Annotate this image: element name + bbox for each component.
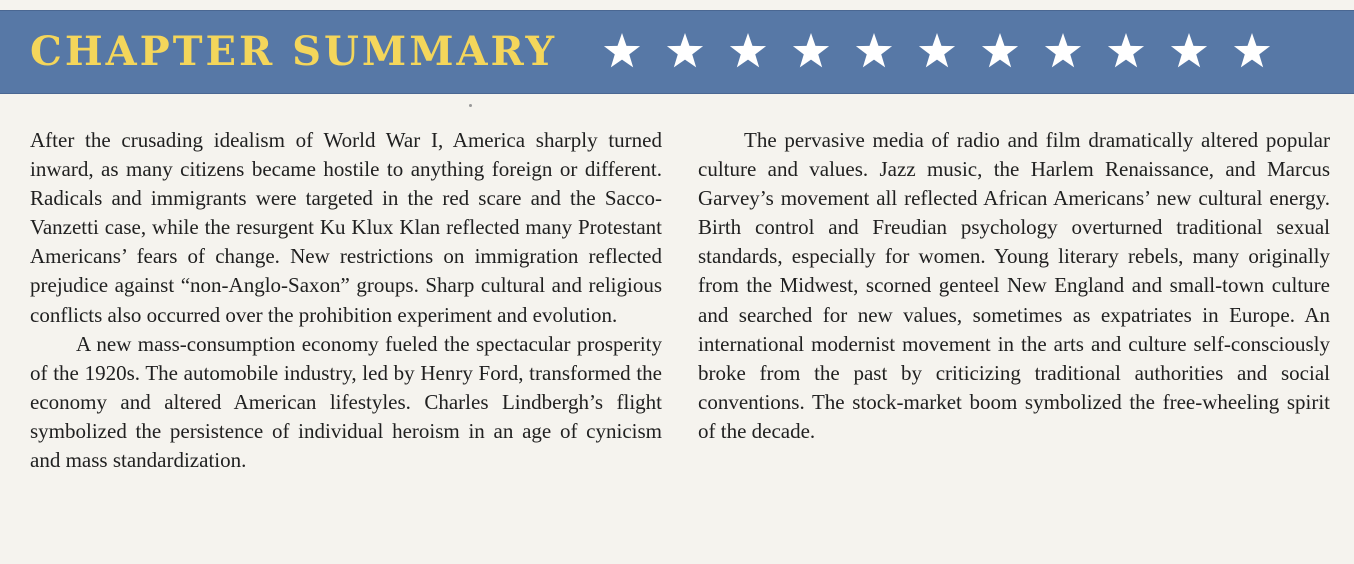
star-icon [919, 33, 955, 67]
star-icon [1108, 33, 1144, 67]
banner-title: CHAPTER SUMMARY [30, 28, 558, 75]
star-icon [793, 33, 829, 67]
star-icon [730, 33, 766, 67]
paper-speck [469, 104, 472, 107]
star-icon [604, 33, 640, 67]
summary-paragraph: The pervasive media of radio and film dramatically altered popular culture and values. Jazz music, the Harlem Renaissance, and Marcus Garvey’s movement all reflected African Americans’ new cultural energy. Birth control and Freudian psychology overturned traditional sexual standards, especially for women. Young literary rebels, many originally from the Midwest, scorned genteel New England and small-town culture and searched for new values, sometimes as expatriates in Europe. An international modernist movement in the arts and culture self-consciously broke from the past by criticizing traditional authorities and social conventions. The stock-market boom symbolized the free-wheeling spirit of the decade. [698, 128, 1330, 443]
stars-row [600, 23, 1345, 81]
star-icon [1045, 33, 1081, 67]
star-icon [982, 33, 1018, 67]
summary-paragraph: A new mass-consumption economy fueled the spectacular prosperity of the 1920s. The automobile industry, led by Henry Ford, transformed the economy and altered American lifestyles. Charles Lindbergh’s flight symbolized the persistence of individual heroism in an age of cynicism and mass standardization. [30, 331, 662, 473]
summary-paragraph: After the crusading idealism of World War I, America sharply turned inward, as many citizens became hostile to anything foreign or different. Radicals and immigrants were targeted in the red scare and the Sacco-Vanzetti case, while the resurgent Ku Klux Klan reflected many Protestant Americans’ fears of change. New restrictions on immigration reflected prejudice against “non-Anglo-Saxon” groups. Sharp cultural and religious conflicts also occurred over the prohibition experiment and evolution. [30, 128, 662, 327]
star-icon [1234, 33, 1270, 67]
summary-column-right [698, 126, 1330, 446]
star-icon [667, 33, 703, 67]
star-icon [856, 33, 892, 67]
star-icon [1171, 33, 1207, 67]
summary-column-left [30, 126, 662, 475]
chapter-summary-banner [0, 10, 1354, 94]
